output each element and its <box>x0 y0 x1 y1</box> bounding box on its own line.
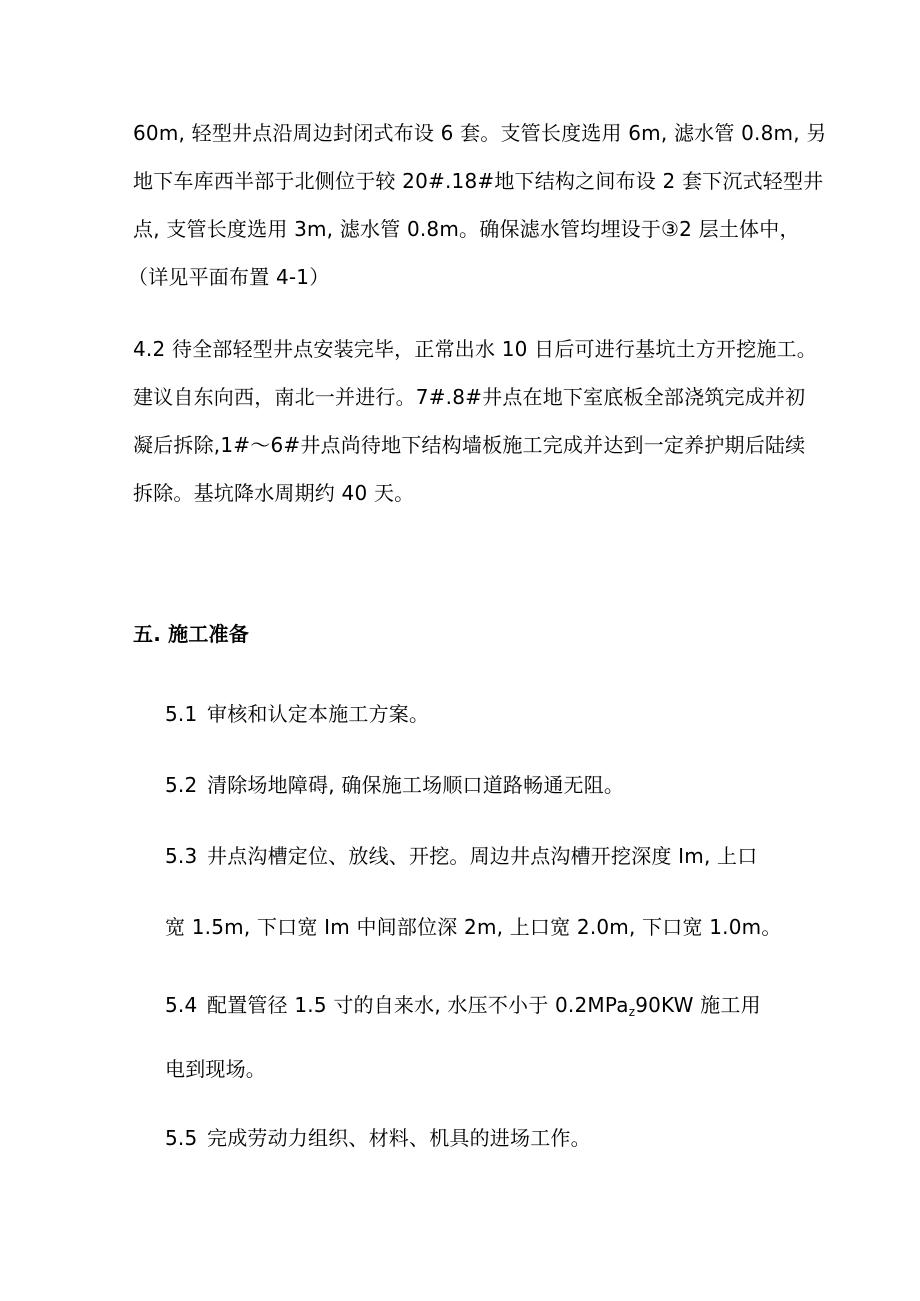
para-4-1-line-4: （详见平面布置 4-1） <box>128 265 330 289</box>
item-5-5 <box>165 1125 591 1151</box>
item-5-2 <box>165 772 624 798</box>
item-5-1 <box>165 701 429 727</box>
item-5-4-text-a: 配置管径 1.5 寸的自来水, 水压不小于 0.2MPa <box>207 993 629 1017</box>
item-5-3 <box>165 843 757 869</box>
para-4-2-line-3: 凝后拆除,1#～6#井点尚待地下结构墙板施工完成并达到一定养护期后陆续 <box>133 433 806 457</box>
item-5-3-number: 5.3 <box>165 844 198 868</box>
item-5-3-continuation: 宽 1.5m, 下口宽 Im 中间部位深 2m, 上口宽 2.0m, 下口宽 1.0m。 <box>165 915 782 939</box>
para-4-1-line-2: 地下车库西半部于北侧位于较 20#.18#地下结构之间布设 2 套下沉式轻型井 <box>133 169 824 193</box>
item-5-5-number: 5.5 <box>165 1126 198 1150</box>
para-4-1-line-1: 60m, 轻型井点沿周边封闭式布设 6 套。支管长度选用 6m, 滤水管 0.8m, 另 <box>133 121 827 145</box>
item-5-1-text: 审核和认定本施工方案。 <box>207 702 430 726</box>
section-5-heading: 五. 施工准备 <box>133 622 249 646</box>
item-5-4-number: 5.4 <box>165 993 198 1017</box>
item-5-2-number: 5.2 <box>165 773 198 797</box>
para-4-1-line-3: 点, 支管长度选用 3m, 滤水管 0.8m。确保滤水管均埋设于③2 层土体中， <box>133 217 800 241</box>
para-4-2-line-4: 拆除。基坑降水周期约 40 天。 <box>133 481 415 505</box>
item-5-4-text-b: 90KW 施工用 <box>635 993 761 1017</box>
item-5-4 <box>165 992 761 1018</box>
item-5-3-text: 井点沟槽定位、放线、开挖。周边井点沟槽开挖深度 Im, 上口 <box>207 844 758 868</box>
item-5-4-continuation: 电到现场。 <box>165 1057 266 1081</box>
item-5-5-text: 完成劳动力组织、材料、机具的进场工作。 <box>207 1126 591 1150</box>
item-5-2-text: 清除场地障碍, 确保施工场顺口道路畅通无阻。 <box>207 773 625 797</box>
item-5-4-subscript: z <box>628 1005 636 1019</box>
para-4-2-line-1: 4.2 待全部轻型井点安装完毕，正常出水 10 日后可进行基坑土方开挖施工。 <box>133 337 817 361</box>
item-5-1-number: 5.1 <box>165 702 198 726</box>
para-4-2-line-2: 建议自东向西，南北一并进行。7#.8#井点在地下室底板全部浇筑完成并初 <box>133 385 806 409</box>
